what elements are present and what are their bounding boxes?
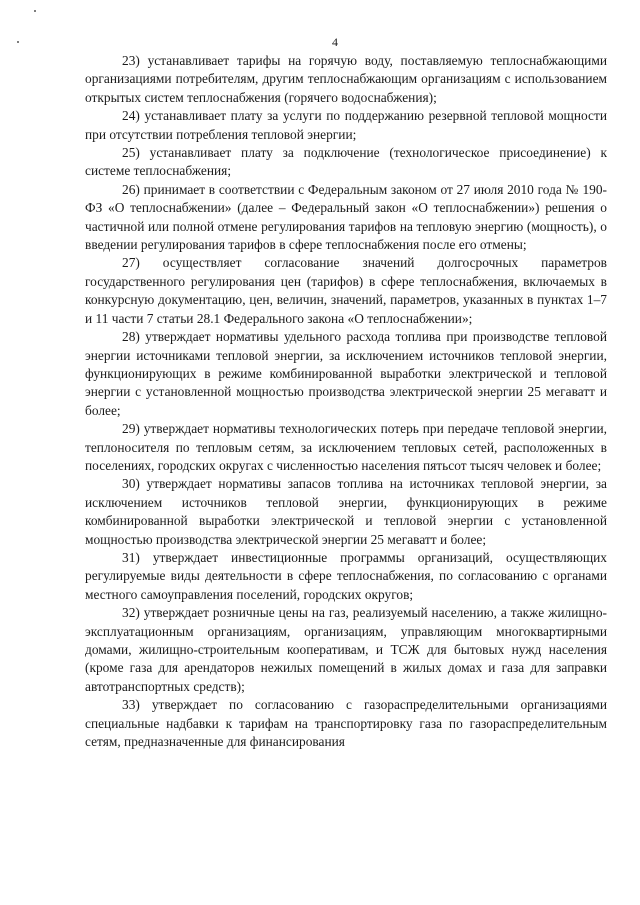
paragraph-item: 23) устанавливает тарифы на горячую воду, поставляемую теплоснабжающими организациями потребителям, другим теплоснабжающим организациям с использованием открытых систем теплоснабжения (горячего водоснабжения); <box>85 53 607 105</box>
paragraph-item: 24) устанавливает плату за услуги по поддержанию резервной тепловой мощности при отсутствии потребления тепловой энергии; <box>85 108 607 142</box>
scan-speck <box>34 10 36 12</box>
paragraph-item: 29) утверждает нормативы технологических потерь при передаче тепловой энергии, теплоносителя по тепловым сетям, за исключением тепловых сетей, расположенных в поселениях, городских округах с численностью населения пятьсот тысяч человек и более; <box>85 421 607 473</box>
paragraph-item: 28) утверждает нормативы удельного расхода топлива при производстве тепловой энергии источниками тепловой энергии, за исключением источников тепловой энергии, функционирующих в режиме комбинированной выработки электрической и тепловой энергии с установленной мощностью производства электрической энергии 25 мегаватт и более; <box>85 329 607 418</box>
paragraph-item: 30) утверждает нормативы запасов топлива на источниках тепловой энергии, за исключением источников тепловой энергии, функционирующих в режиме комбинированной выработки электрической и тепловой энергии с установленной мощностью производства электрической энергии 25 мегаватт и более; <box>85 476 607 547</box>
paragraph-item: 25) устанавливает плату за подключение (технологическое присоединение) к системе теплоснабжения; <box>85 145 607 179</box>
page-number: 4 <box>332 35 338 49</box>
paragraph-item: 33) утверждает по согласованию с газораспределительными организациями специальные надбавки к тарифам на транспортировку газа по газораспределительным сетям, предназначенные для финансирования <box>85 697 607 750</box>
paragraph-item: 32) утверждает розничные цены на газ, реализуемый населению, а также жилищно-эксплуатационным организациям, организациям, управляющим многоквартирными домами, жилищно-строительным кооперативам, и ТСЖ для бытовых нужд населения (кроме газа для арендаторов нежилых помещений в жилых домах и газа для заправки автотранспортных средств); <box>85 605 607 694</box>
paragraph-item: 26) принимает в соответствии с Федеральным законом от 27 июля 2010 года № 190-ФЗ «О теплоснабжении» (далее – Федеральный закон «О теплоснабжении») решения о частичной или полной отмене регулирования тарифов на тепловую энергию (мощность), о введении регулирования тарифов в сфере теплоснабжения после его отмены; <box>85 181 607 253</box>
paragraph-item: 27) осуществляет согласование значений долгосрочных параметров государственного регулирования цен (тарифов) в сфере теплоснабжения, включаемых в конкурсную документацию, цен, величин, значений, параметров, указанных в пунктах 1–7 и 11 части 7 статьи 28.1 Федерального закона «О теплоснабжении»; <box>85 255 607 326</box>
document-body <box>85 52 607 751</box>
paragraph-item: 31) утверждает инвестиционные программы организаций, осуществляющих регулируемые виды деятельности в сфере теплоснабжения, по согласованию с органами местного самоуправления поселений, городских округов; <box>85 549 607 602</box>
